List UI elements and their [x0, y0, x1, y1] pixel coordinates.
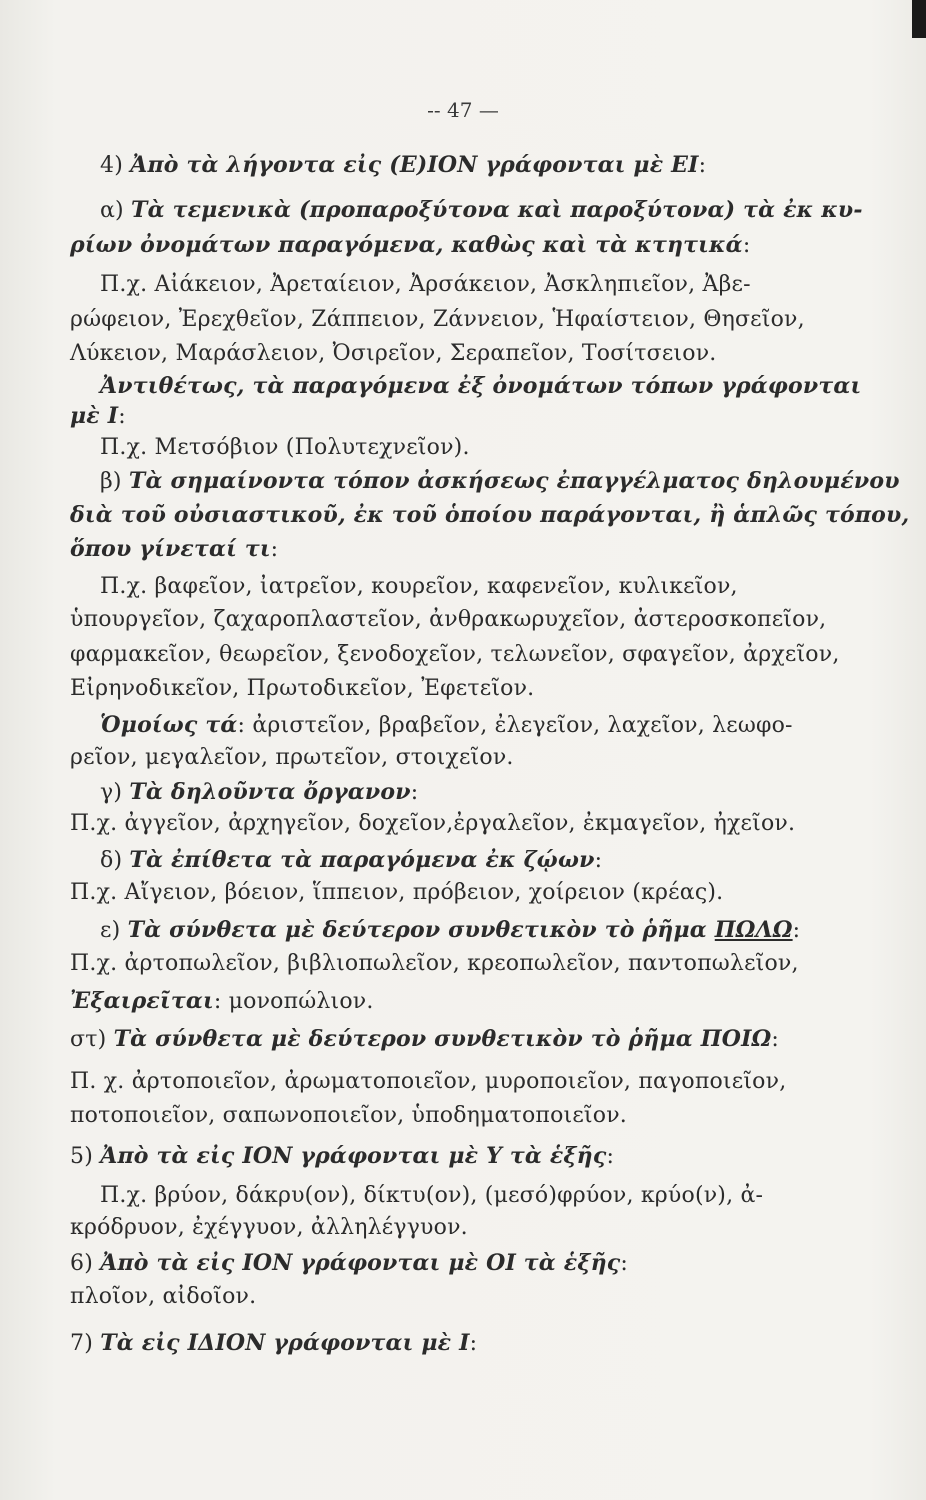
- text-segment: Ἀπὸ τὰ εἰς ΙΟΝ γράφονται μὲ Υ τὰ ἑξῆς: [100, 1143, 607, 1169]
- text-segment: 5): [70, 1144, 101, 1169]
- text-segment: διὰ τοῦ οὐσιαστικοῦ, ἐκ τοῦ ὁποίου παράγονται, ἢ ἁπλῶς τόπου,: [70, 502, 910, 528]
- text-segment: στ): [70, 1027, 114, 1052]
- text-line: [70, 745, 514, 771]
- text-segment: :: [606, 1144, 615, 1169]
- text-segment: Ἀπὸ τὰ λήγοντα εἰς (Ε)ΙΟΝ γράφονται μὲ ΕΙ: [130, 152, 699, 178]
- text-line: [70, 951, 799, 977]
- text-line: [70, 676, 534, 702]
- text-line: [100, 779, 418, 806]
- text-segment: Ὁμοίως τά: [100, 712, 238, 738]
- text-line: [70, 403, 126, 430]
- text-segment: Λύκειον, Μαράσλειον, Ὀσιρεῖον, Σεραπεῖον, Τοσίτσειον.: [70, 341, 717, 366]
- text-segment: : μονοπώλιον.: [213, 989, 374, 1014]
- text-line: [70, 642, 840, 668]
- text-line: [70, 341, 716, 367]
- text-segment: μὲ Ι: [70, 403, 119, 429]
- text-segment: ὅπου γίνεταί τι: [70, 536, 271, 562]
- text-line: [70, 232, 750, 259]
- text-segment: α): [100, 198, 132, 223]
- text-segment: :: [792, 918, 801, 943]
- text-segment: ρίων ὀνομάτων παραγόμενα, καθὼς καὶ τὰ κτητικά: [70, 232, 743, 258]
- text-line: [100, 468, 900, 495]
- text-segment: Εἰρηνοδικεῖον, Πρωτοδικεῖον, Ἐφετεῖον.: [70, 676, 535, 701]
- text-segment: ρώφειον, Ἐρεχθεῖον, Ζάππειον, Ζάννειον, Ἡφαίστειον, Θησεῖον,: [70, 307, 805, 332]
- text-line: [70, 880, 723, 906]
- text-segment: :: [620, 1251, 629, 1276]
- text-segment: Τὰ εἰς ΙΔΙΟΝ γράφονται μὲ Ι: [100, 1330, 470, 1356]
- text-line: [70, 502, 909, 529]
- text-segment: :: [742, 233, 751, 258]
- text-segment: Π.χ. ἀγγεῖον, ἀρχηγεῖον, δοχεῖον,ἐργαλεῖον, ἐκμαγεῖον, ἠχεῖον.: [70, 811, 796, 836]
- text-segment: πλοῖον, αἰδοῖον.: [70, 1284, 257, 1309]
- text-segment: Ἀντιθέτως, τὰ παραγόμενα ἐξ ὀνομάτων τόπων γράφονται: [100, 373, 862, 399]
- text-segment: :: [594, 848, 603, 873]
- text-segment: β): [100, 469, 129, 494]
- text-segment: κρόδρυον, ἐχέγγυον, ἀλληλέγγυον.: [70, 1215, 468, 1240]
- text-segment: Ἀπὸ τὰ εἰς ΙΟΝ γράφονται μὲ ΟΙ τὰ ἑξῆς: [100, 1250, 621, 1276]
- text-line: [70, 536, 278, 563]
- text-line: [100, 373, 861, 400]
- text-segment: ε): [100, 918, 128, 943]
- text-line: [100, 435, 470, 461]
- text-segment: : ἀριστεῖον, βραβεῖον, ἐλεγεῖον, λαχεῖον, λεωφο-: [237, 713, 793, 738]
- text-segment: 7): [70, 1331, 101, 1356]
- text-segment: ποτοποιεῖον, σαπωνοποιεῖον, ὑποδηματοποιεῖον.: [70, 1103, 627, 1128]
- text-segment: Π.χ. Αἰάκειον,: [100, 272, 271, 297]
- text-segment: :: [118, 404, 126, 429]
- text-segment: :: [698, 153, 707, 178]
- text-segment: 4): [100, 153, 131, 178]
- text-segment: Τὰ σύνθετα μὲ δεύτερον συνθετικὸν τὸ ῥῆμα: [127, 917, 715, 943]
- text-line: [70, 1330, 477, 1357]
- text-segment: Τὰ σύνθετα μὲ δεύτερον συνθετικὸν τὸ ῥῆμα ΠΟΙΩ: [113, 1026, 772, 1052]
- text-segment: Π.χ. ἀρτοπωλεῖον, βιβλιοπωλεῖον, κρεοπωλεῖον, παντοπωλεῖον,: [70, 951, 799, 976]
- text-line: [70, 811, 795, 837]
- text-line: [70, 1026, 779, 1053]
- text-segment: ὑπουργεῖον, ζαχαροπλαστεῖον, ἀνθρακωρυχεῖον, ἀστεροσκοπεῖον,: [70, 607, 827, 632]
- text-segment: Π. χ. ἀρτοποιεῖον, ἀρωματοποιεῖον, μυροποιεῖον, παγοποιεῖον,: [70, 1069, 787, 1094]
- text-line: [100, 152, 706, 179]
- text-line: [70, 1069, 786, 1095]
- text-segment: Π.χ. βρύον, δάκρυ(ον), δίκτυ(ον), (μεσό)φρύον, κρύο(ν), ἀ-: [100, 1183, 764, 1208]
- text-segment: Ἐξαιρεῖται: [70, 988, 214, 1014]
- text-line: [70, 1143, 614, 1170]
- text-segment: ΠΩΛΩ: [714, 917, 793, 943]
- text-line: [100, 197, 863, 224]
- scan-edge-mark: [912, 0, 926, 38]
- text-line: [100, 574, 738, 600]
- text-segment: :: [270, 537, 279, 562]
- text-segment: γ): [100, 780, 130, 805]
- text-line: [100, 712, 793, 739]
- text-segment: Τὰ δηλοῦντα ὄργανον: [129, 779, 411, 805]
- text-line: [70, 988, 374, 1015]
- text-line: [70, 607, 826, 633]
- text-line: [70, 1284, 256, 1310]
- page-number: -- 47 —: [427, 98, 499, 122]
- text-segment: ρεῖον, μεγαλεῖον, πρωτεῖον, στοιχεῖον.: [70, 745, 514, 770]
- text-segment: 6): [70, 1251, 101, 1276]
- text-segment: :: [410, 780, 419, 805]
- text-segment: φαρμακεῖον, θεωρεῖον, ξενοδοχεῖον, τελωνεῖον, σφαγεῖον, ἀρχεῖον,: [70, 642, 840, 667]
- text-line: [100, 272, 751, 298]
- text-line: [70, 1250, 628, 1277]
- text-segment: δ): [100, 848, 130, 873]
- text-segment: Ἀρεταίειον, Ἀρσάκειον, Ἀσκληπιεῖον, Ἀβε-: [270, 272, 751, 297]
- text-line: [100, 917, 800, 944]
- text-line: [100, 847, 602, 874]
- text-segment: Τὰ σημαίνοντα τόπον ἀσκήσεως ἐπαγγέλματος δηλουμένου: [128, 468, 900, 494]
- text-segment: Π.χ. βαφεῖον, ἰατρεῖον, κουρεῖον, καφενεῖον, κυλικεῖον,: [100, 574, 738, 599]
- text-segment: :: [771, 1027, 780, 1052]
- text-line: [70, 1103, 627, 1129]
- text-segment: :: [469, 1331, 478, 1356]
- text-line: [70, 307, 805, 333]
- text-segment: Τὰ ἐπίθετα τὰ παραγόμενα ἐκ ζῴων: [129, 847, 595, 873]
- text-segment: Π.χ. Μετσόβιον (Πολυτεχνεῖον).: [100, 435, 470, 460]
- text-segment: Τὰ τεμενικὰ (προπαροξύτονα καὶ παροξύτονα) τὰ ἐκ κυ-: [131, 197, 863, 223]
- text-line: [100, 1183, 763, 1209]
- text-line: [70, 1215, 468, 1241]
- text-segment: Π.χ. Αἴγειον, βόειον, ἵππειον, πρόβειον, χοίρειον (κρέας).: [70, 880, 724, 905]
